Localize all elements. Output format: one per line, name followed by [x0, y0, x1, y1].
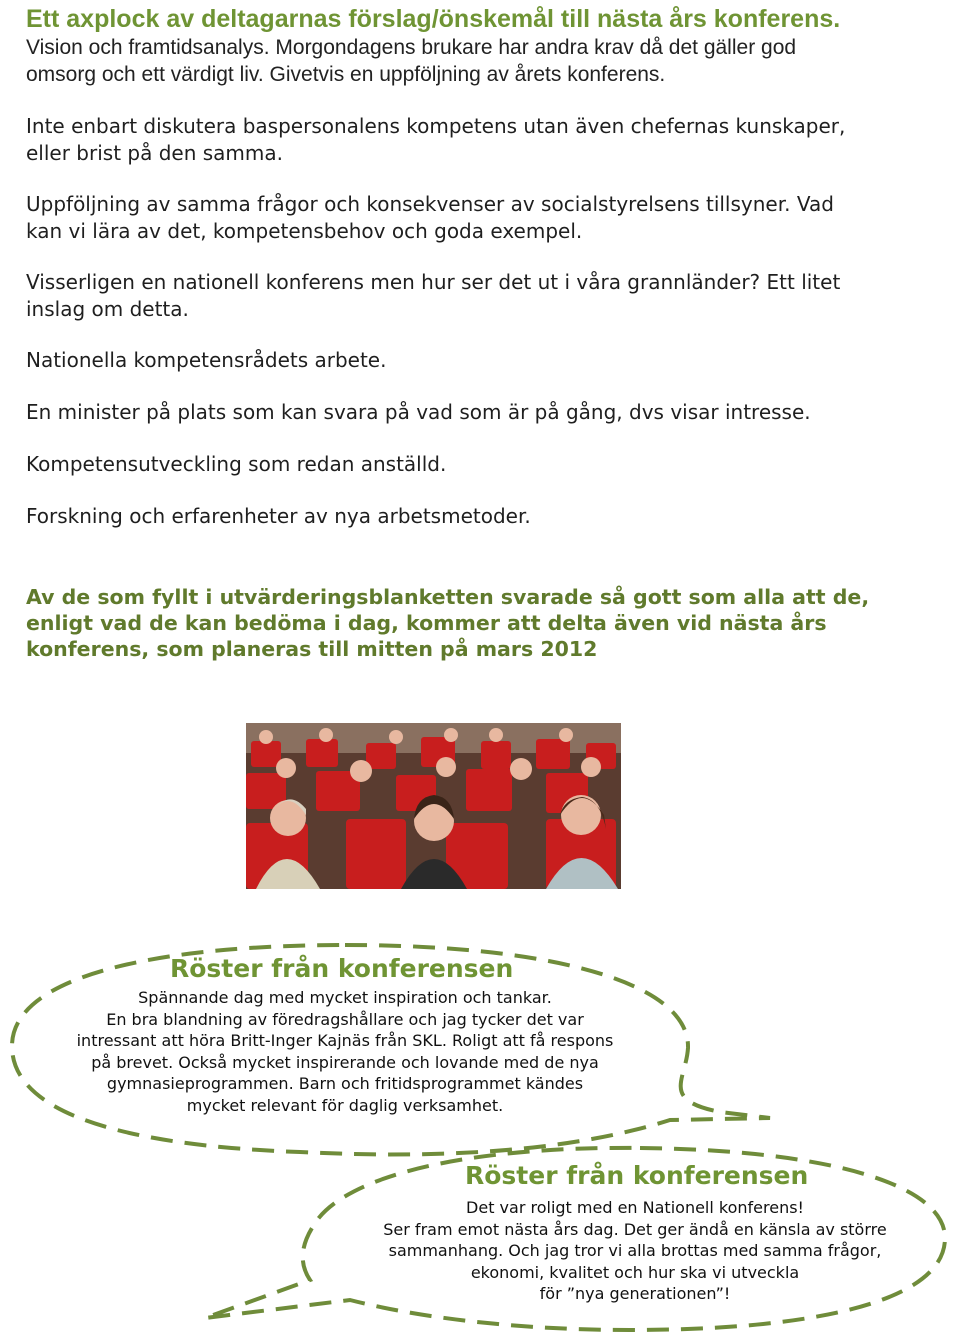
paragraph-line: kan vi lära av det, kompetensbehov och goda exempel. — [26, 218, 583, 243]
paragraph-line: Visserligen en nationell konferens men hur ser det ut i våra grannländer? Ett litet — [26, 270, 841, 294]
summary-line: Av de som fyllt i utvärderingsblanketten svarade så gott som alla att de, — [26, 585, 870, 609]
bubble-line: ekonomi, kvalitet och hur ska vi utveckla — [470, 1262, 800, 1282]
paragraph-line: Inte enbart diskutera baspersonalens kompetens utan även chefernas kunskaper, — [26, 114, 846, 138]
suggestion-paragraph: En minister på plats som kan svara på vad som är på gång, dvs visar intresse. — [26, 400, 811, 424]
bubble-2-title: Röster från konferensen — [465, 1161, 809, 1190]
bubble-line: Spännande dag med mycket inspiration och tankar. — [138, 988, 552, 1007]
summary-line: enligt vad de kan bedöma i dag, kommer att delta även vid nästa års — [26, 611, 827, 635]
bubble-line: intressant att höra Britt-Inger Kajnäs från SKL. Roligt att få respons — [76, 1031, 614, 1050]
intro-line: Vision och framtidsanalys. Morgondagens brukare har andra krav då det gäller god — [26, 36, 797, 59]
paragraph-line: Uppföljning av samma frågor och konsekvenser av socialstyrelsens tillsyner. Vad — [26, 192, 834, 216]
suggestion-paragraph: Nationella kompetensrådets arbete. — [26, 348, 387, 372]
bubble-1-title: Röster från konferensen — [170, 954, 514, 983]
bubble-2-text — [335, 1197, 935, 1305]
page-heading: Ett axplock av deltagarnas förslag/önskemål till nästa års konferens. — [26, 5, 841, 33]
summary-line: konferens, som planeras till mitten på mars 2012 — [26, 637, 598, 661]
suggestion-paragraph: Kompetensutveckling som redan anställd. — [26, 452, 447, 476]
paragraph-line: inslag om detta. — [26, 296, 189, 321]
bubble-line: mycket relevant för daglig verksamhet. — [186, 1095, 504, 1115]
bubble-line: Det var roligt med en Nationell konferens! — [466, 1198, 804, 1217]
bubble-1-text — [40, 987, 650, 1116]
paragraph-line: eller brist på den samma. — [26, 140, 283, 165]
intro-line: omsorg och ett värdigt liv. Givetvis en uppföljning av årets konferens. — [26, 63, 666, 86]
bubble-line: Ser fram emot nästa års dag. Det ger ändå en känsla av större — [383, 1219, 887, 1239]
bubble-line: En bra blandning av föredragshållare och jag tycker det var — [106, 1009, 584, 1029]
bubble-line: på brevet. Också mycket inspirerande och lovande med de nya — [91, 1052, 599, 1072]
bubble-line: gymnasieprogrammen. Barn och fritidsprogrammet kändes — [106, 1074, 584, 1093]
bubble-line: sammanhang. Och jag tror vi alla brottas med samma frågor, — [388, 1241, 882, 1260]
suggestion-paragraph: Forskning och erfarenheter av nya arbetsmetoder. — [26, 504, 531, 528]
bubble-line: för ”nya generationen”! — [539, 1284, 731, 1303]
